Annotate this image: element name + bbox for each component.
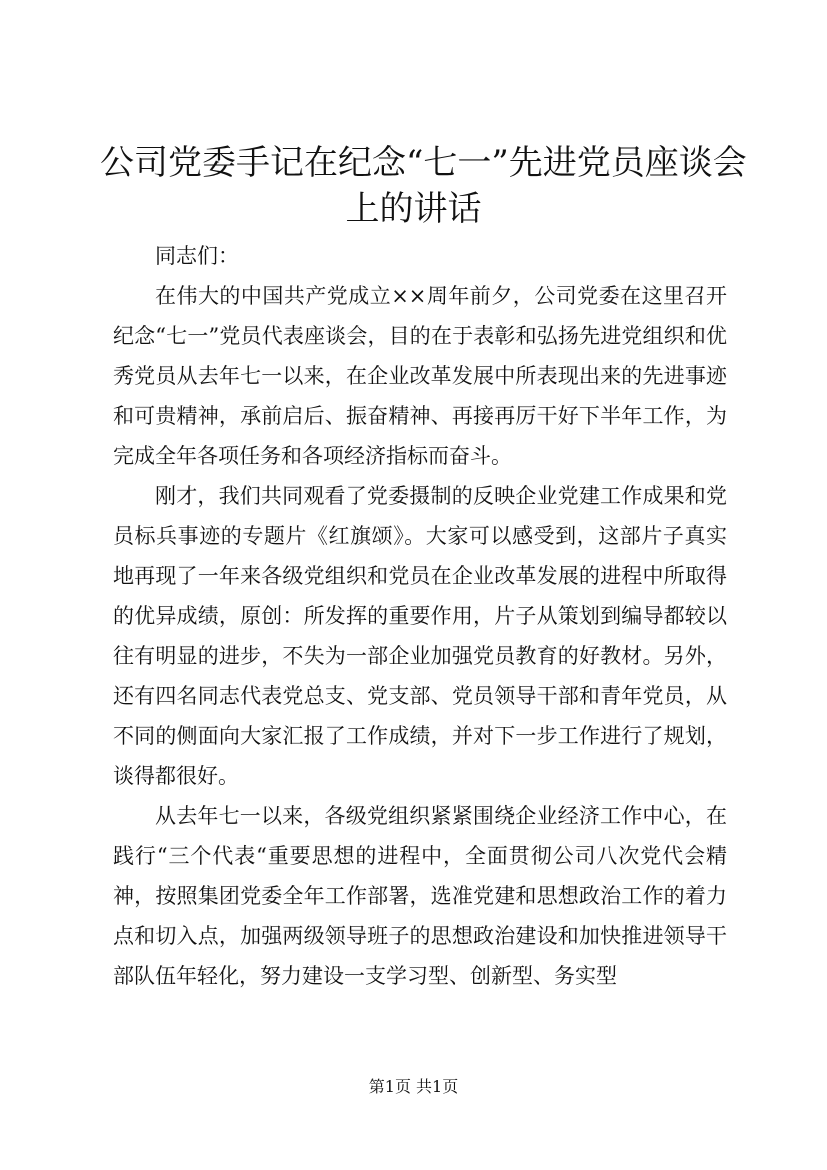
- greeting: 同志们：: [155, 244, 239, 268]
- page-footer: 第1页 共1页: [368, 1077, 459, 1096]
- title-line-1: 公司党委手记在纪念“七一”先进党员座谈会: [100, 143, 747, 183]
- title-line-2: 上的讲话: [345, 189, 482, 229]
- paragraph-3: 从去年七一以来，各级党组织紧紧围绕企业经济工作中心，在践行“三个代表“重要思想的进程中，全面贯彻公司八次党代会精神，按照集团党委全年工作部署，选准党建和思想政治工作的着力点和切入点，加强两级领导班子的思想政治建设和加快推进领导干部队伍年轻化，努力建设一支学习型、创新型、务实型: [113, 804, 727, 988]
- paragraph-1: 在伟大的中国共产党成立××周年前夕，公司党委在这里召开纪念“七一”党员代表座谈会，目的在于表彰和弘扬先进党组织和优秀党员从去年七一以来，在企业改革发展中所表现出来的先进事迹和可贵精神，承前启后、振奋精神、再接再厉干好下半年工作，为完成全年各项任务和各项经济指标而奋斗。: [113, 284, 727, 468]
- paragraph-2: 刚才，我们共同观看了党委摄制的反映企业党建工作成果和党员标兵事迹的专题片《红旗颂》。大家可以感受到，这部片子真实地再现了一年来各级党组织和党员在企业改革发展的进程中所取得的优异成绩，原创：所发挥的重要作用，片子从策划到编导都较以往有明显的进步，不失为一部企业加强党员教育的好教材。另外，还有四名同志代表党总支、党支部、党员领导干部和青年党员，从不同的侧面向大家汇报了工作成绩，并对下一步工作进行了规划，谈得都很好。: [113, 484, 727, 788]
- document-title: [100, 140, 747, 232]
- document-body: [113, 236, 727, 996]
